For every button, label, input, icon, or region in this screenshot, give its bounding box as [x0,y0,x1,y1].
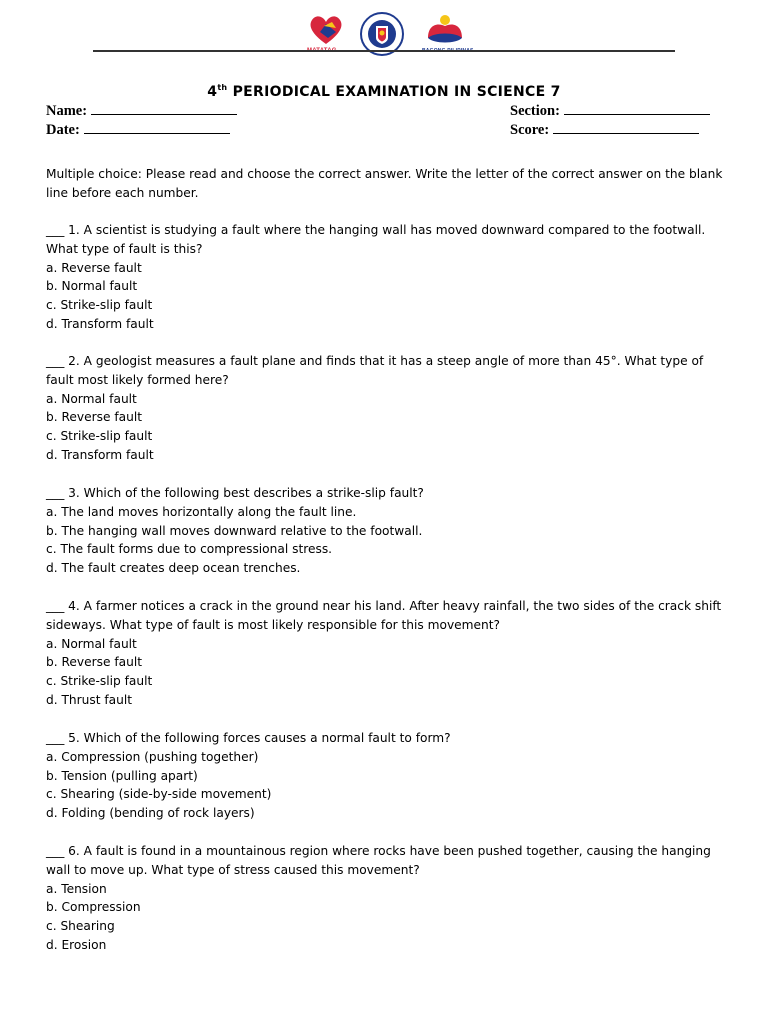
option: a. Reverse fault [46,260,142,275]
option: b. The hanging wall moves downward relative to the footwall. [46,523,423,538]
question-stem: ___ 6. A fault is found in a mountainous region where rocks have been pushed together, causing the hanging wall to move up. What type of stress caused this movement? [46,844,711,877]
option: b. Compression [46,900,141,915]
title-ordinal-suffix: th [217,83,228,92]
matatag-logo-icon [306,12,346,48]
option: c. Strike-slip fault [46,674,153,689]
header-logos [300,12,470,60]
question-4 [46,597,726,710]
section-field [510,102,710,120]
question-1 [46,221,726,334]
instructions-text: Multiple choice: Please read and choose the correct answer. Write the letter of the correct answer on the blank line before each number. [46,167,723,200]
title-text: PERIODICAL EXAMINATION IN SCIENCE 7 [227,84,561,100]
score-blank-line[interactable] [553,121,699,134]
option: c. Shearing (side-by-side movement) [46,787,272,802]
date-blank-line[interactable] [84,121,230,134]
option: c. Strike-slip fault [46,429,153,444]
option: d. The fault creates deep ocean trenches. [46,561,301,576]
question-stem: ___ 1. A scientist is studying a fault where the hanging wall has moved downward compared to the footwall. What type of fault is this? [46,223,706,256]
option: b. Tension (pulling apart) [46,768,198,783]
option: c. Shearing [46,919,115,934]
question-2 [46,352,726,465]
score-label: Score: [510,122,550,138]
section-blank-line[interactable] [564,102,710,115]
option: d. Folding (bending of rock layers) [46,806,255,821]
option: a. The land moves horizontally along the fault line. [46,504,357,519]
option: d. Thrust fault [46,692,133,707]
question-stem: ___ 4. A farmer notices a crack in the ground near his land. After heavy rainfall, the two sides of the crack shift sideways. What type of fault is most likely responsible for this movement? [46,599,722,632]
option: b. Reverse fault [46,410,142,425]
page-title [0,83,768,100]
option: d. Erosion [46,937,107,952]
question-stem: ___ 3. Which of the following best describes a strike-slip fault? [46,486,424,500]
option: a. Normal fault [46,636,137,651]
name-label: Name: [46,103,88,119]
question-3 [46,484,726,578]
option: a. Tension [46,881,107,896]
header-rule [93,50,675,52]
date-label: Date: [46,122,80,138]
question-stem: ___ 5. Which of the following forces causes a normal fault to form? [46,731,451,745]
name-blank-line[interactable] [91,102,237,115]
option: d. Transform fault [46,447,154,462]
option: b. Reverse fault [46,655,142,670]
section-label: Section: [510,103,560,119]
name-field [46,102,237,120]
option: c. The fault forms due to compressional stress. [46,542,333,557]
question-5 [46,729,726,823]
option: c. Strike-slip fault [46,298,153,313]
title-number: 4 [207,84,218,100]
option: d. Transform fault [46,316,154,331]
option: b. Normal fault [46,279,138,294]
score-field [510,121,699,139]
question-6 [46,842,726,955]
date-field [46,121,230,139]
instructions [46,165,726,203]
bagong-pilipinas-logo-icon [424,12,466,50]
question-stem: ___ 2. A geologist measures a fault plane and finds that it has a steep angle of more than 45°. What type of fault most likely formed here? [46,354,704,387]
option: a. Normal fault [46,391,137,406]
option: a. Compression (pushing together) [46,749,259,764]
